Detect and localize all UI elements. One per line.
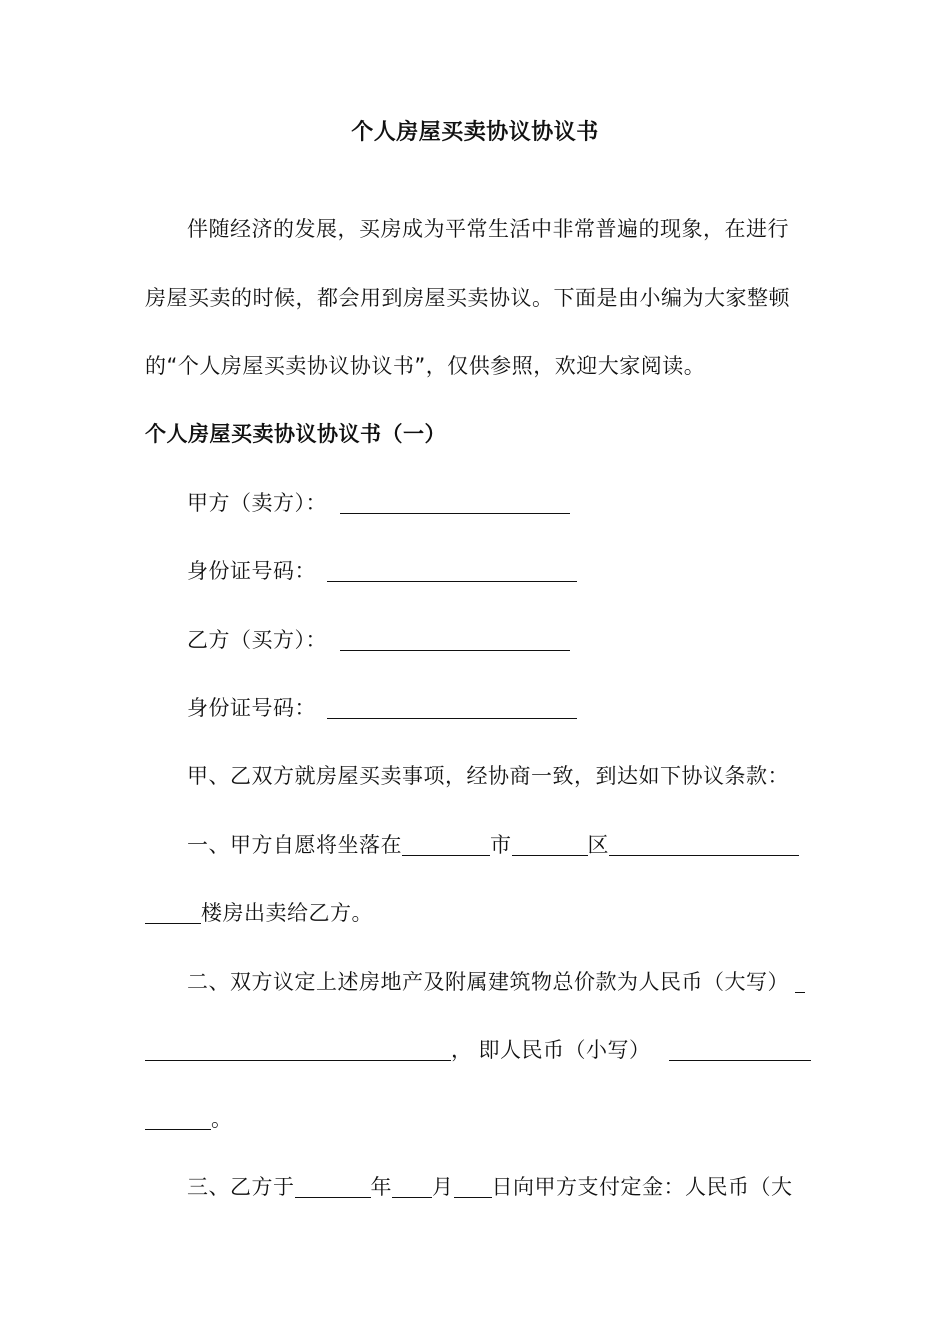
clause-2-small-blank — [669, 1038, 811, 1061]
party-a-id-blank — [327, 559, 577, 582]
clause-1-district-blank — [512, 833, 588, 856]
clause-1-end: 楼房出卖给乙方。 — [201, 901, 373, 925]
agreement-intro: 甲、乙双方就房屋买卖事项，经协商一致，到达如下协议条款： — [187, 764, 789, 788]
party-a-blank — [340, 491, 570, 514]
clause-2-text: 二、双方议定上述房地产及附属建筑物总价款为人民币（大写） — [187, 970, 789, 994]
party-b-blank — [340, 628, 570, 651]
clause-3-prefix: 三、乙方于 — [187, 1175, 295, 1199]
clause-3-month-blank — [392, 1175, 432, 1198]
clause-3-day-text: 日向甲方支付定金：人民币（大 — [491, 1175, 793, 1199]
clause-1-line-2 — [145, 898, 807, 928]
party-b-label: 乙方（买方）： — [187, 628, 327, 652]
clause-1-city-blank — [402, 833, 490, 856]
party-a-id-row — [187, 556, 807, 586]
clause-1-district: 区 — [587, 833, 609, 857]
party-b-id-blank — [327, 696, 577, 719]
clause-2-line-2 — [145, 1035, 807, 1065]
clause-1-address-blank-cont — [145, 901, 201, 924]
party-b-row — [187, 625, 807, 655]
intro-paragraph-line-3: 的“个人房屋买卖协议协议书”，仅供参照，欢迎大家阅读。 — [145, 354, 706, 378]
clause-1-city: 市 — [490, 833, 512, 857]
clause-3-month: 月 — [432, 1175, 454, 1199]
clause-2-amount-blank — [795, 970, 805, 993]
clause-1-address-blank — [609, 833, 799, 856]
intro-paragraph-line-2: 房屋买卖的时候，都会用到房屋买卖协议。下面是由小编为大家整顿 — [145, 286, 790, 310]
clause-2-amount-blank-cont — [145, 1038, 451, 1061]
party-a-label: 甲方（卖方）： — [187, 491, 327, 515]
clause-2-line-1 — [187, 967, 807, 997]
section-heading: 个人房屋买卖协议协议书（一） — [145, 422, 446, 446]
clause-2-period: 。 — [211, 1107, 233, 1131]
clause-3-year: 年 — [370, 1175, 392, 1199]
clause-3-year-blank — [295, 1175, 371, 1198]
clause-2-comma: ， — [451, 1038, 473, 1062]
clause-2-small-blank-cont — [145, 1107, 211, 1130]
clause-1-line-1 — [187, 830, 807, 860]
clause-3-line-1 — [187, 1172, 807, 1202]
document-title: 个人房屋买卖协议协议书 — [351, 120, 599, 145]
clause-2-line-3 — [145, 1104, 807, 1134]
clause-1-prefix: 一、甲方自愿将坐落在 — [187, 833, 402, 857]
party-a-row — [187, 488, 807, 518]
clause-2-small-label: 即人民币（小写） — [478, 1038, 651, 1062]
party-a-id-label: 身份证号码： — [187, 559, 316, 583]
party-b-id-label: 身份证号码： — [187, 696, 316, 720]
clause-3-day-blank — [454, 1175, 492, 1198]
intro-paragraph-line-1: 伴随经济的发展，买房成为平常生活中非常普遍的现象，在进行 — [187, 217, 789, 241]
party-b-id-row — [187, 693, 807, 723]
